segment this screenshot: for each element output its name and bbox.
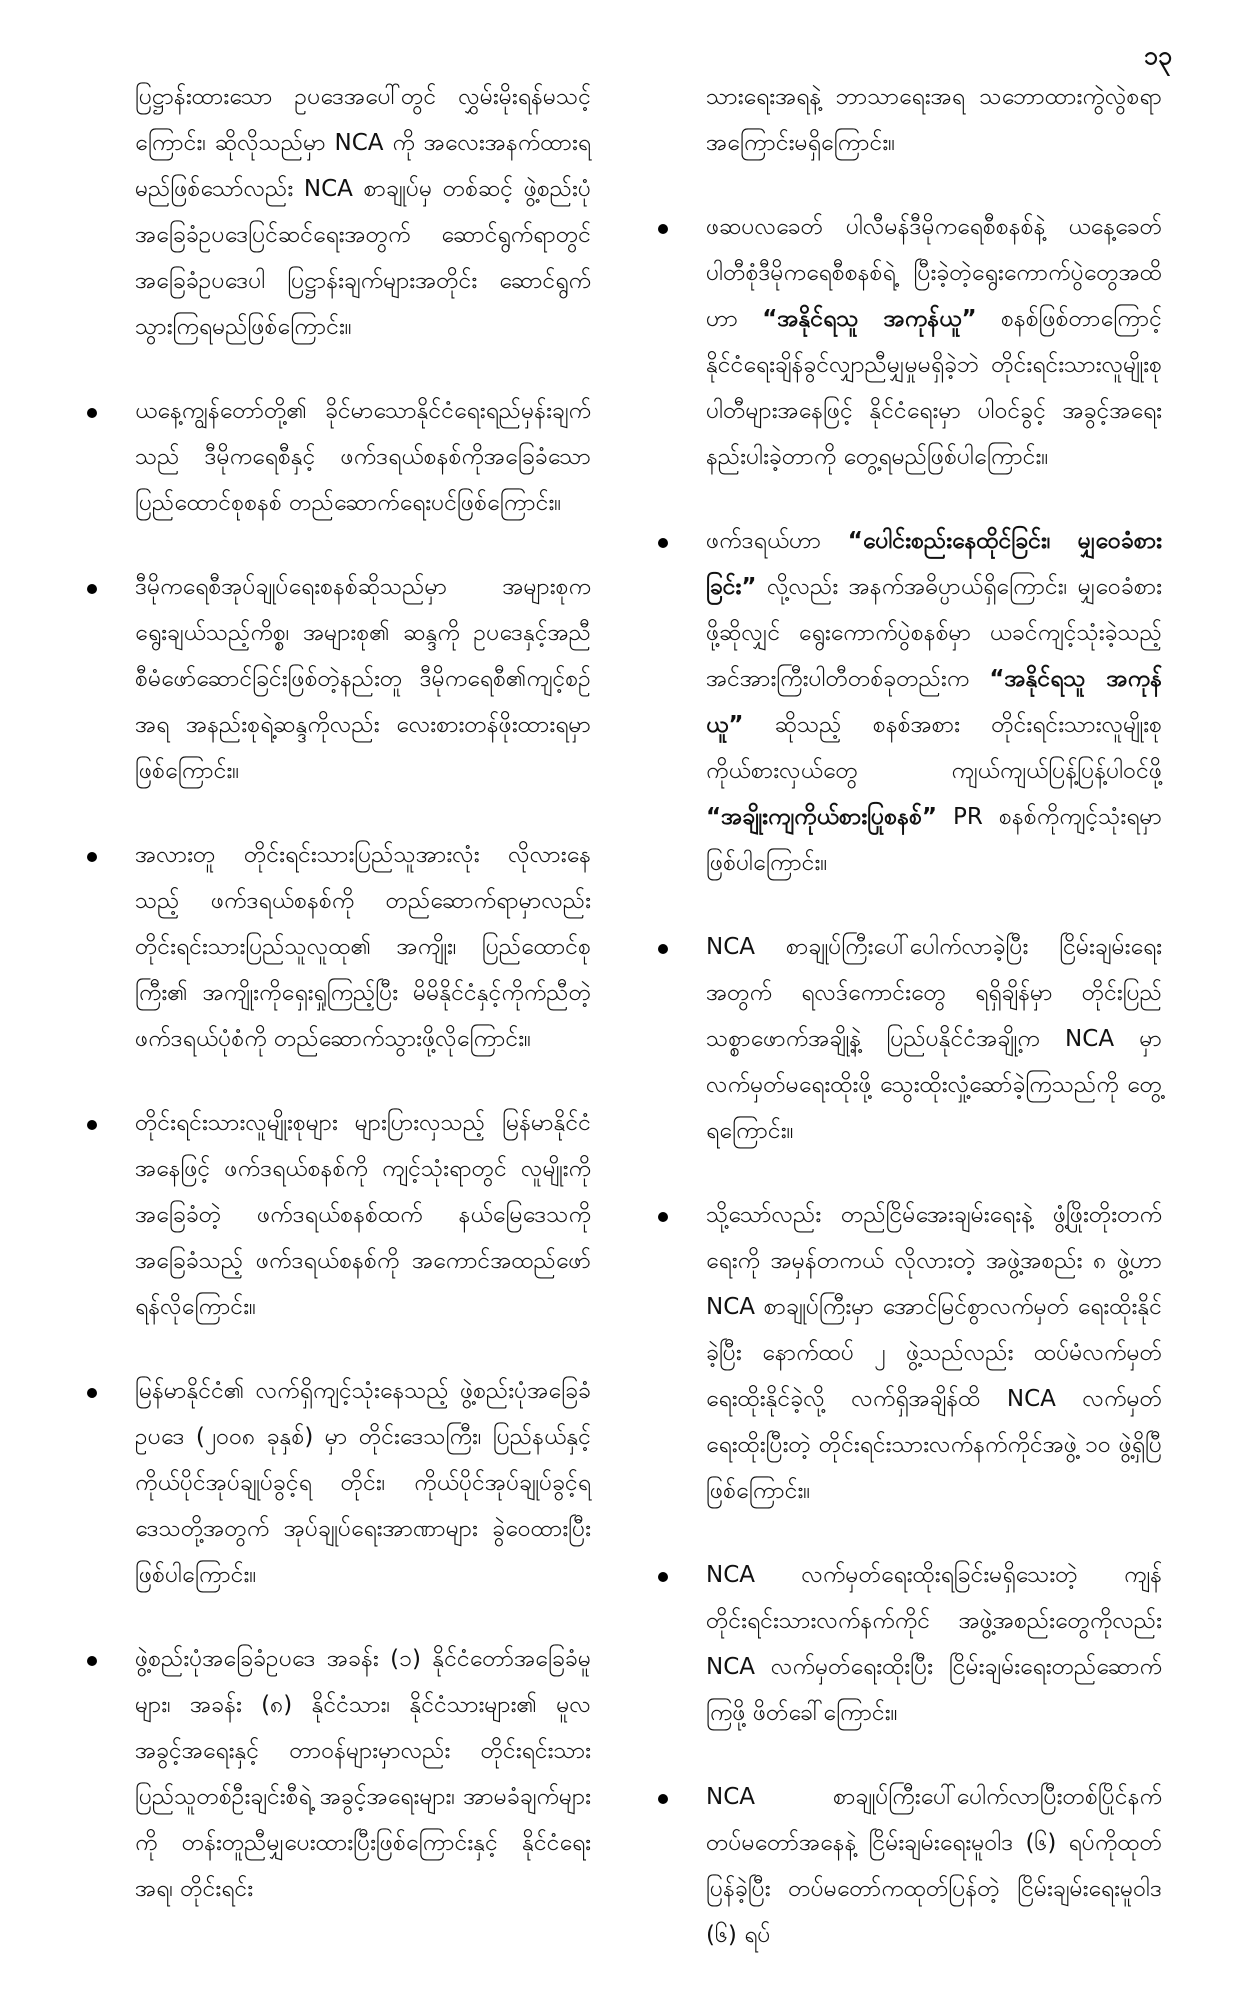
bullet-item	[646, 924, 1162, 1154]
bullet-icon	[658, 1212, 668, 1222]
bullet-icon	[87, 408, 97, 418]
text-run: ဆိုသည့် စနစ်အစား တိုင်းရင်းသားလူမျိုးစုကိုယ်စားလှယ်တွေ ကျယ်ကျယ်ပြန့်ပြန့်ပါဝင်ဖို့	[706, 712, 1162, 784]
bullet-text: သို့သော်လည်း တည်ငြိမ်အေးချမ်းရေးနဲ့ ဖွံ့ဖြိုးတိုးတက်ရေးကို အမှန်တကယ် လိုလားတဲ့ အဖွဲ့အစည်း ၈ ဖွဲ့ဟာ NCA စာချုပ်ကြီးမှာ အောင်မြင်စွာလက်မှတ် ရေးထိုးနိုင်ခဲ့ပြီး နောက်ထပ် ၂ ဖွဲ့သည်လည်း ထပ်မံလက်မှတ်ရေးထိုးနိုင်ခဲ့လို့ လက်ရှိအချိန်ထိ NCA လက်မှတ်ရေးထိုးပြီးတဲ့ တိုင်းရင်းသားလက်နက်ကိုင်အဖွဲ့ ၁၀ ဖွဲ့ရှိပြီ ဖြစ်ကြောင်း။	[706, 1202, 1162, 1504]
bullet-icon	[658, 944, 668, 954]
bullet-item	[75, 1636, 591, 1912]
bullet-text: ယနေ့ကျွန်တော်တို့၏ ခိုင်မာသောနိုင်ငံရေးရည်မှန်းချက်သည် ဒီမိုကရေစီနှင့် ဖက်ဒရယ်စနစ်ကိုအခြေခံသောပြည်ထောင်စုစနစ် တည်ဆောက်ရေးပင်ဖြစ်ကြောင်း။	[135, 398, 591, 516]
bullet-icon	[658, 538, 668, 548]
left-column	[75, 74, 591, 1950]
bullet-text: NCA စာချုပ်ကြီးပေါ်ပေါက်လာခဲ့ပြီး ငြိမ်းချမ်းရေးအတွက် ရလဒ်ကောင်းတွေ ရရှိချိန်မှာ တိုင်းပြည်သစ္စာဖောက်အချို့နဲ့ ပြည်ပနိုင်ငံအချို့က NCA မှာ လက်မှတ်မရေးထိုးဖို့ သွေးထိုးလှုံ့ဆော်ခဲ့ကြသည်ကို တွေ့ရကြောင်း။	[706, 934, 1162, 1144]
text-run: လို့လည်း အနက်အဓိပ္ပာယ်ရှိကြောင်း၊ မျှဝေခံစားဖို့ဆိုလျှင် ရွေးကောက်ပွဲစနစ်မှာ ယခင်ကျင့်သုံးခဲ့သည့် အင်အားကြီးပါတီတစ်ခုတည်းက	[706, 574, 1162, 692]
bullet-icon	[87, 1656, 97, 1666]
bullet-text: မြန်မာနိုင်ငံ၏ လက်ရှိကျင့်သုံးနေသည့် ဖွဲ့စည်းပုံအခြေခံဥပဒေ (၂၀၀၈ ခုနှစ်) မှာ တိုင်းဒေသကြီး၊ ပြည်နယ်နှင့် ကိုယ်ပိုင်အုပ်ချုပ်ခွင့်ရ တိုင်း၊ ကိုယ်ပိုင်အုပ်ချုပ်ခွင့်ရဒေသတို့အတွက် အုပ်ချုပ်ရေးအာဏာများ ခွဲဝေထားပြီးဖြစ်ပါကြောင်း။	[135, 1378, 591, 1588]
bullet-icon	[87, 1120, 97, 1130]
bullet-icon	[658, 1794, 668, 1804]
text-run: စနစ်ဖြစ်တာကြောင့် နိုင်ငံရေးချိန်ခွင်လျှာညီမျှမှုမရှိခဲ့ဘဲ တိုင်းရင်းသားလူမျိုးစုပါတီများအနေဖြင့် နိုင်ငံရေးမှာ ပါဝင်ခွင့် အခွင့်အရေးနည်းပါးခဲ့တာကို တွေ့ရမည်ဖြစ်ပါကြောင်း။	[706, 306, 1162, 470]
bullet-text	[706, 518, 1162, 886]
bullet-icon	[658, 1572, 668, 1582]
bullet-item	[646, 1552, 1162, 1736]
right-column	[646, 74, 1162, 1996]
text-run: ဖက်ဒရယ်ဟာ	[706, 528, 848, 554]
bullet-item	[75, 832, 591, 1062]
bullet-text: အလားတူ တိုင်းရင်းသားပြည်သူအားလုံး လိုလားနေသည့် ဖက်ဒရယ်စနစ်ကို တည်ဆောက်ရာမှာလည်း တိုင်းရင်းသားပြည်သူလူထု၏ အကျိုး၊ ပြည်ထောင်စုကြီး၏ အကျိုးကိုရှေးရှုကြည့်ပြီး မိမိနိုင်ငံနှင့်ကိုက်ညီတဲ့ ဖက်ဒရယ်ပုံစံကို တည်ဆောက်သွားဖို့လိုကြောင်း။	[135, 842, 591, 1052]
bullet-item	[75, 1368, 591, 1598]
bullet-item	[646, 1192, 1162, 1514]
bold-phrase: “အချိုးကျကိုယ်စားပြုစနစ်”	[706, 804, 938, 830]
bullet-text	[706, 204, 1162, 480]
bullet-icon	[87, 1388, 97, 1398]
bullet-item	[646, 518, 1162, 886]
bullet-item	[646, 1774, 1162, 1958]
bullet-item	[75, 564, 591, 794]
continuation-paragraph: သားရေးအရနဲ့ ဘာသာရေးအရ သဘောထားကွဲလွဲစရာ အကြောင်းမရှိကြောင်း။	[706, 84, 1162, 156]
bullet-text: NCA စာချုပ်ကြီးပေါ်ပေါက်လာပြီးတစ်ပြိုင်နက် တပ်မတော်အနေနဲ့ ငြိမ်းချမ်းရေးမူဝါဒ (၆) ရပ်ကိုထုတ်ပြန်ခဲ့ပြီး တပ်မတော်ကထုတ်ပြန်တဲ့ ငြိမ်းချမ်းရေးမူဝါဒ (၆) ရပ်	[706, 1784, 1162, 1948]
bold-phrase: “ပေါင်းစည်းနေထိုင်ခြင်း၊ မျှဝေခံစားခြင်း”	[706, 528, 1162, 600]
bullet-text: NCA လက်မှတ်ရေးထိုးရခြင်းမရှိသေးတဲ့ ကျန်တိုင်းရင်းသားလက်နက်ကိုင် အဖွဲ့အစည်းတွေကိုလည်း NCA လက်မှတ်ရေးထိုးပြီး ငြိမ်းချမ်းရေးတည်ဆောက်ကြဖို့ ဖိတ်ခေါ်ကြောင်း။	[706, 1562, 1162, 1726]
bullet-item	[646, 204, 1162, 480]
bullet-icon	[658, 224, 668, 234]
page-number: ၁၃	[1143, 41, 1172, 70]
bullet-item	[75, 1100, 591, 1330]
text-run: PR စနစ်ကိုကျင့်သုံးရမှာဖြစ်ပါကြောင်း။	[706, 804, 1162, 876]
bold-phrase: “အနိုင်ရသူ အကုန်ယူ”	[762, 306, 977, 332]
bold-phrase: “အနိုင်ရသူ အကုန်ယူ”	[706, 666, 1162, 738]
bullet-icon	[87, 584, 97, 594]
bullet-text: ဖွဲ့စည်းပုံအခြေခံဥပဒေ အခန်း (၁) နိုင်ငံတော်အခြေခံမူများ၊ အခန်း (၈) နိုင်ငံသား၊ နိုင်ငံသားများ၏ မူလအခွင့်အရေးနှင့် တာဝန်များမှာလည်း တိုင်းရင်းသား ပြည်သူတစ်ဦးချင်းစီရဲ့ အခွင့်အရေးများ၊ အာမခံချက်များကို တန်းတူညီမျှပေးထားပြီးဖြစ်ကြောင်းနှင့် နိုင်ငံရေးအရ၊ တိုင်းရင်း	[135, 1646, 591, 1902]
text-run: ဖဆပလခေတ် ပါလီမန်ဒီမိုကရေစီစနစ်နဲ့ ယနေ့ခေတ် ပါတီစုံဒီမိုကရေစီစနစ်ရဲ့ ပြီးခဲ့တဲ့ရွေးကောက်ပွဲတွေအထိ ဟာ	[706, 214, 1162, 332]
bullet-item	[75, 388, 591, 526]
bullet-icon	[87, 852, 97, 862]
bullet-text: ဒီမိုကရေစီအုပ်ချုပ်ရေးစနစ်ဆိုသည်မှာ အများစုက ရွေးချယ်သည့်ကိစ္စ၊ အများစု၏ ဆန္ဒကို ဥပဒေနှင့်အညီ စီမံဖော်ဆောင်ခြင်းဖြစ်တဲ့နည်းတူ ဒီမိုကရေစီ၏ကျင့်စဉ်အရ အနည်းစုရဲ့ဆန္ဒကိုလည်း လေးစားတန်ဖိုးထားရမှာ ဖြစ်ကြောင်း။	[135, 574, 591, 784]
bullet-text: တိုင်းရင်းသားလူမျိုးစုများ များပြားလှသည့် မြန်မာနိုင်ငံအနေဖြင့် ဖက်ဒရယ်စနစ်ကို ကျင့်သုံးရာတွင် လူမျိုးကိုအခြေခံတဲ့ ဖက်ဒရယ်စနစ်ထက် နယ်မြေဒေသကို အခြေခံသည့် ဖက်ဒရယ်စနစ်ကို အကောင်အထည်ဖော်ရန်လိုကြောင်း။	[135, 1110, 591, 1320]
continuation-paragraph: ပြဋ္ဌာန်းထားသော ဥပဒေအပေါ်တွင် လွှမ်းမိုးရန်မသင့်ကြောင်း၊ ဆိုလိုသည်မှာ NCA ကို အလေးအနက်ထားရမည်ဖြစ်သော်လည်း NCA စာချုပ်မှ တစ်ဆင့် ဖွဲ့စည်းပုံအခြေခံဥပဒေပြင်ဆင်ရေးအတွက် ဆောင်ရွက်ရာတွင် အခြေခံဥပဒေပါ ပြဋ္ဌာန်းချက်များအတိုင်း ဆောင်ရွက်သွားကြရမည်ဖြစ်ကြောင်း။	[135, 84, 591, 340]
